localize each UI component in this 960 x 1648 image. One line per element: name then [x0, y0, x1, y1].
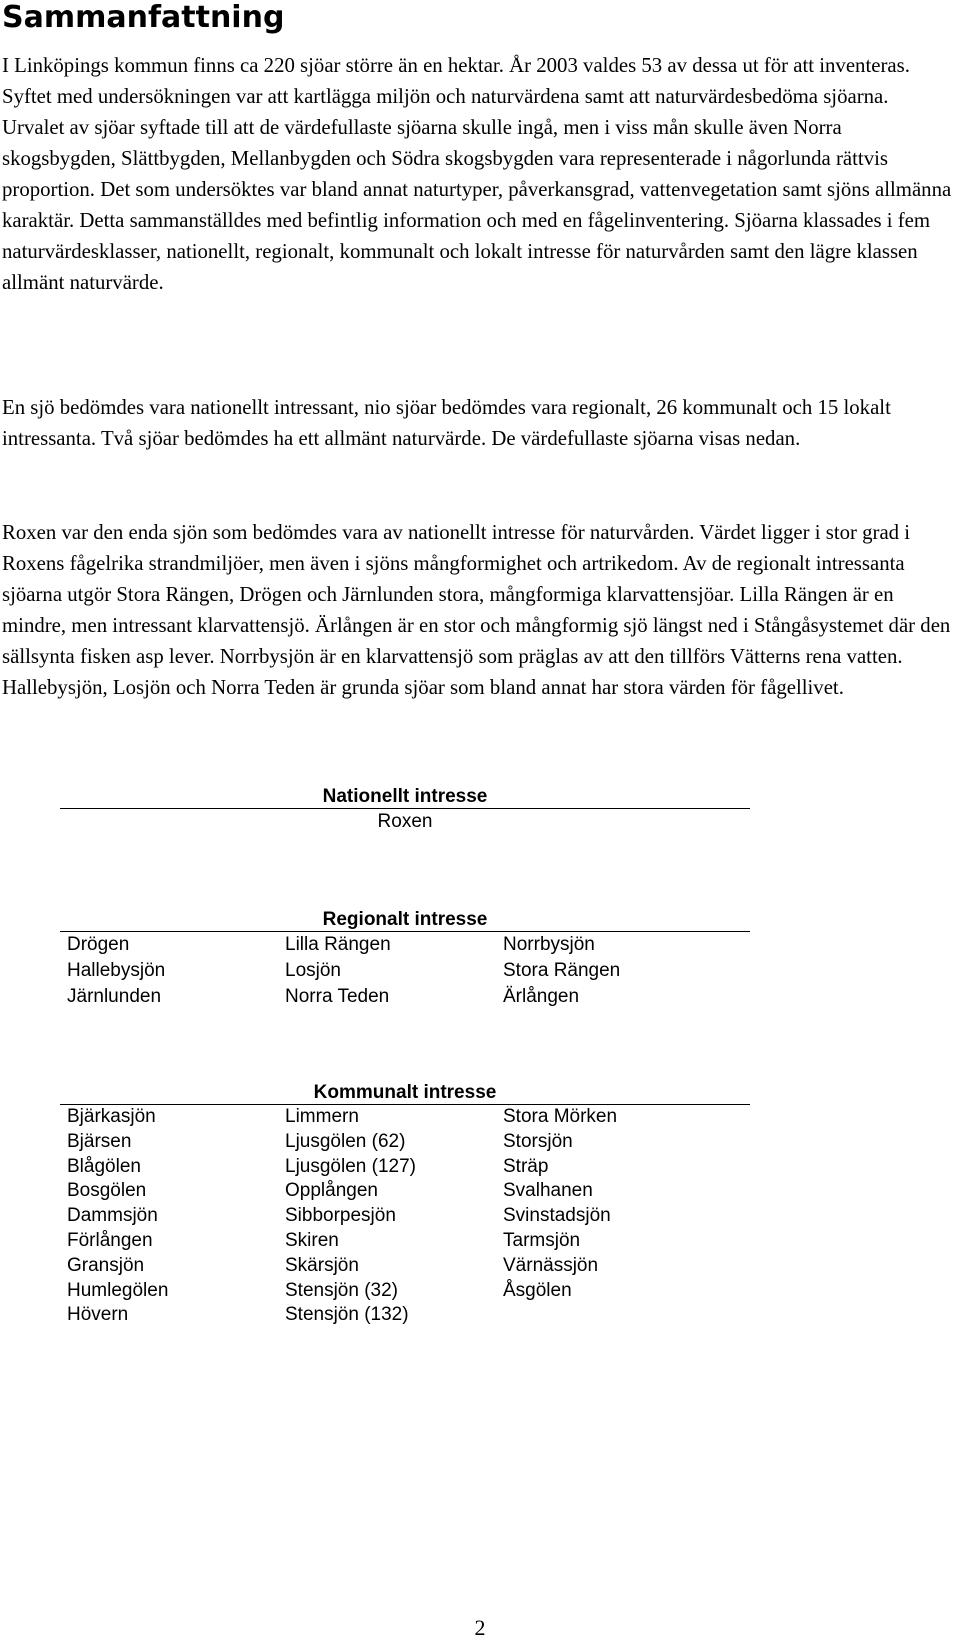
- summary-paragraph-3: Roxen var den enda sjön som bedömdes vara av nationellt intresse för naturvården. Värdet ligger i stor grad i Roxens fågelrika strandmiljöer, men även i sjöns mångformighet och artrikedom. Av de regionalt intressanta sjöarna utgör Stora Rängen, Drögen och Järnlunden stora, mångformiga klarvattensjöar. Lilla Rängen är en mindre, men intressant klarvattensjö. Ärlången är en stor och mångformig sjö längst ned i Stångåsystemet där den sällsynta fisken asp lever. Norrbysjön är en klarvattensjö som präglas av att den tillförs Vätterns rena vatten. Hallebysjön, Losjön och Norra Teden är grunda sjöar som bland annat har stora värden för fågellivet.: [2, 521, 951, 699]
- kommunalt-heading: Kommunalt intresse: [313, 1082, 497, 1103]
- lake-name: Förlången: [67, 1229, 153, 1251]
- lake-name: Stensjön (132): [285, 1304, 409, 1326]
- lake-name: Åsgölen: [503, 1279, 572, 1301]
- regionalt-column-2: [285, 932, 391, 1010]
- lake-name: Storsjön: [503, 1130, 573, 1152]
- page-number: 2: [474, 1615, 486, 1640]
- lake-name: Hövern: [67, 1304, 129, 1326]
- lake-name: Ljusgölen (62): [285, 1130, 406, 1152]
- summary-paragraph-2: En sjö bedömdes vara nationellt intressant, nio sjöar bedömdes vara regionalt, 26 kommunalt och 15 lokalt intressanta. Två sjöar bedömdes ha ett allmänt naturvärde. De värdefullaste sjöarna visas nedan.: [2, 396, 891, 450]
- lake-name: Järnlunden: [67, 986, 162, 1007]
- lake-name: Ärlången: [503, 986, 580, 1007]
- nationellt-divider: [60, 808, 750, 809]
- lake-name: Opplången: [285, 1180, 378, 1202]
- lake-name: Hallebysjön: [67, 960, 166, 981]
- regionalt-column-1: [67, 932, 165, 1010]
- regionalt-heading: Regionalt intresse: [322, 909, 488, 930]
- lake-name: Drögen: [67, 934, 130, 955]
- lake-name: Limmern: [285, 1106, 359, 1127]
- nationellt-lake: Roxen: [377, 811, 433, 832]
- lake-name: Stora Mörken: [503, 1106, 618, 1127]
- lake-name: Sibborpesjön: [285, 1205, 396, 1227]
- lake-name: Stora Rängen: [503, 960, 621, 981]
- lake-name: Skiren: [285, 1229, 339, 1251]
- lake-name: Svalhanen: [503, 1180, 593, 1202]
- lake-name: Bjärsen: [67, 1130, 132, 1152]
- kommunalt-column-2: [285, 1105, 416, 1328]
- lake-name: Gransjön: [67, 1254, 145, 1276]
- lake-name: Värnässjön: [503, 1254, 599, 1276]
- lake-name: Blågölen: [67, 1155, 141, 1177]
- lake-name: Sträp: [503, 1155, 549, 1177]
- lake-name: Losjön: [285, 960, 341, 981]
- regionalt-column-3: [503, 932, 620, 1010]
- lake-name: Norra Teden: [285, 986, 390, 1007]
- page-title: Sammanfattning: [2, 0, 285, 35]
- lake-name: Stensjön (32): [285, 1279, 399, 1301]
- lake-name: Bosgölen: [67, 1180, 147, 1202]
- kommunalt-column-1: [67, 1105, 168, 1328]
- lake-name: Bjärkasjön: [67, 1106, 156, 1127]
- lake-name: Norrbysjön: [503, 934, 595, 955]
- lake-name: Lilla Rängen: [285, 934, 391, 955]
- lake-name: Ljusgölen (127): [285, 1155, 416, 1177]
- nationellt-heading: Nationellt intresse: [322, 786, 488, 807]
- lake-name: Skärsjön: [285, 1254, 359, 1276]
- lake-name: Humlegölen: [67, 1279, 169, 1301]
- lake-name: Svinstadsjön: [503, 1205, 611, 1227]
- lake-name: Tarmsjön: [503, 1229, 581, 1251]
- lake-name: Dammsjön: [67, 1205, 158, 1227]
- kommunalt-column-3: [503, 1105, 617, 1303]
- summary-paragraph-1: I Linköpings kommun finns ca 220 sjöar större än en hektar. År 2003 valdes 53 av dessa ut för att inventeras. Syftet med undersökningen var att kartlägga miljön och naturvärdena samt att naturvärdesbedöma sjöarna. Urvalet av sjöar syftade till att de värdefullaste sjöarna skulle ingå, men i viss mån skulle även Norra skogsbygden, Slättbygden, Mellanbygden och Södra skogsbygden vara representerade i någorlunda rättvis proportion. Det som undersöktes var bland annat naturtyper, påverkansgrad, vattenvegetation samt sjöns allmänna karaktär. Detta sammanställdes med befintlig information och med en fågelinventering. Sjöarna klassades i fem naturvärdesklasser, nationellt, regionalt, kommunalt och lokalt intresse för naturvården samt den lägre klassen allmänt naturvärde.: [2, 54, 952, 294]
